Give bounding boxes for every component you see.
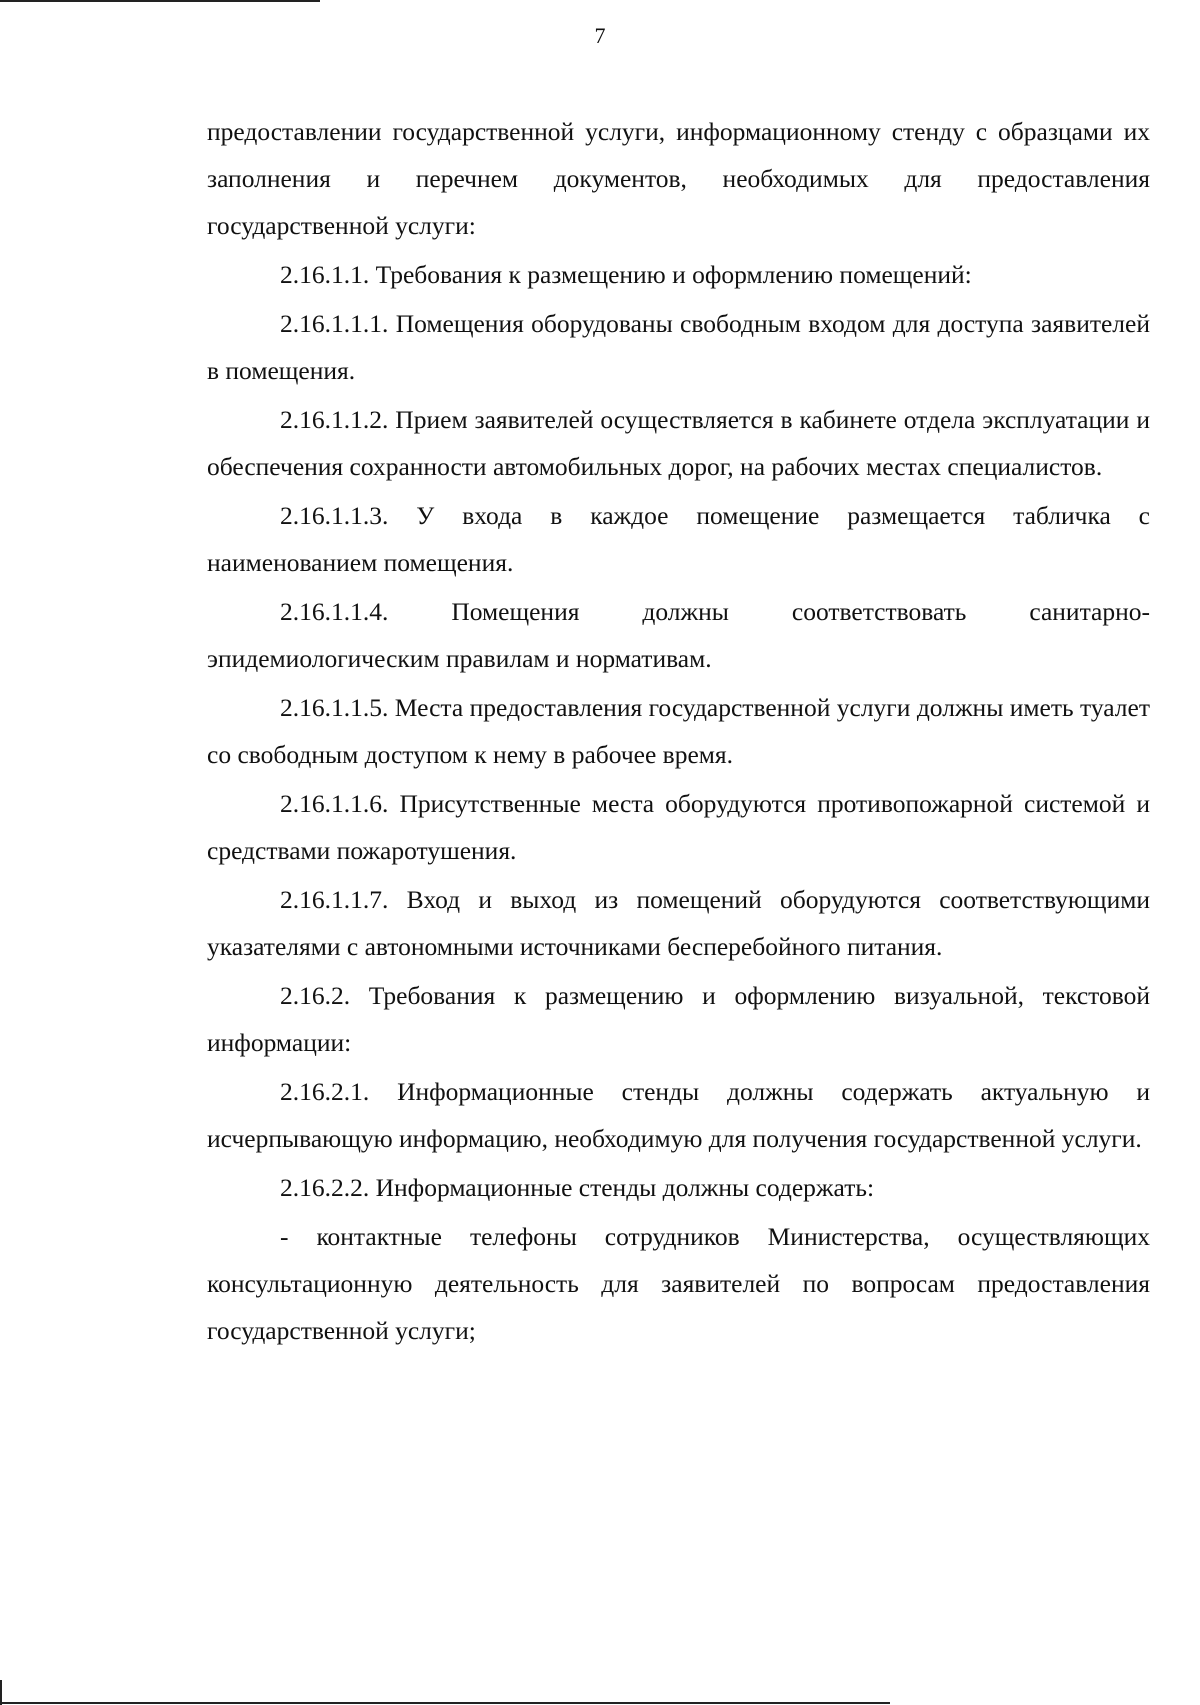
list-item-contact-phones: - контактные телефоны сотрудников Министерства, осуществляющих консультационную деятельность для заявителей по вопросам предоставления государственной услуги;	[207, 1222, 1150, 1345]
paragraph-2-16-1-1-7: 2.16.1.1.7. Вход и выход из помещений оборудуются соответствующими указателями с автономными источниками бесперебойного питания.	[207, 885, 1150, 961]
scan-edge-bottom	[0, 1702, 890, 1704]
paragraph-2-16-1-1-3: 2.16.1.1.3. У входа в каждое помещение размещается табличка с наименованием помещения.	[207, 501, 1150, 577]
document-body	[207, 108, 1150, 1354]
paragraph-2-16-2-2: 2.16.2.2. Информационные стенды должны содержать:	[280, 1173, 875, 1202]
paragraph-2-16-1-1: 2.16.1.1. Требования к размещению и оформлению помещений:	[280, 260, 972, 289]
paragraph-2-16-1-1-1: 2.16.1.1.1. Помещения оборудованы свободным входом для доступа заявителей в помещения.	[207, 309, 1150, 385]
paragraph-2-16-1-1-6: 2.16.1.1.6. Присутственные места оборудуются противопожарной системой и средствами пожаротушения.	[207, 789, 1150, 865]
page-number: 7	[594, 23, 606, 48]
paragraph-2-16-1-1-4: 2.16.1.1.4. Помещения должны соответствовать санитарно-эпидемиологическим правилам и нормативам.	[207, 597, 1150, 673]
paragraph-2-16-2-1: 2.16.2.1. Информационные стенды должны содержать актуальную и исчерпывающую информацию, необходимую для получения государственной услуги.	[207, 1077, 1150, 1153]
paragraph-2-16-1-1-2: 2.16.1.1.2. Прием заявителей осуществляется в кабинете отдела эксплуатации и обеспечения сохранности автомобильных дорог, на рабочих местах специалистов.	[207, 405, 1150, 481]
paragraph-continuation: предоставлении государственной услуги, информационному стенду с образцами их заполнения и перечнем документов, необходимых для предоставления государственной услуги:	[207, 117, 1150, 240]
scan-edge-top	[0, 0, 320, 2]
paragraph-2-16-1-1-5: 2.16.1.1.5. Места предоставления государственной услуги должны иметь туалет со свободным доступом к нему в рабочее время.	[207, 693, 1150, 769]
paragraph-2-16-2: 2.16.2. Требования к размещению и оформлению визуальной, текстовой информации:	[207, 981, 1150, 1057]
